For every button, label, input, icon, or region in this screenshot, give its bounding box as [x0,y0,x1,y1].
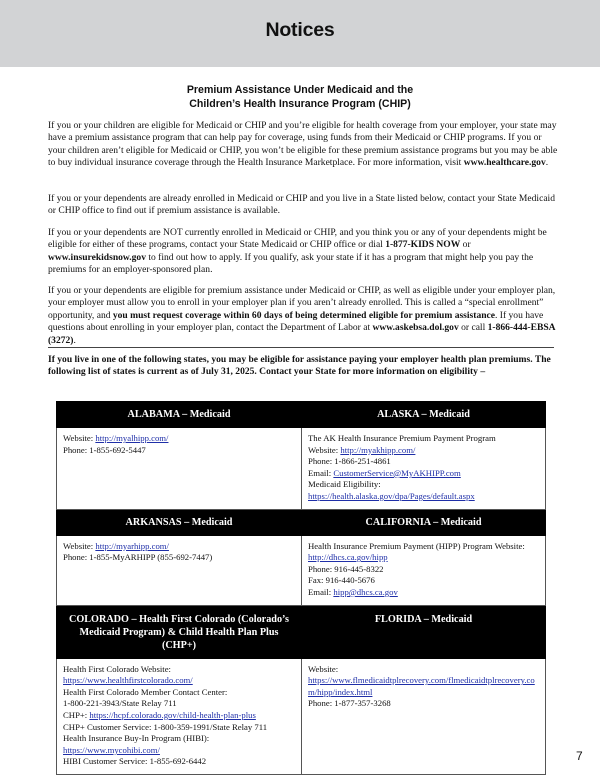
state-cell-florida [302,658,546,774]
california-fax: Fax: 916-440-5676 [308,575,375,586]
state-header-florida: FLORIDA – Medicaid [302,605,546,658]
section-divider [48,347,554,348]
california-email-link[interactable]: hipp@dhcs.ca.gov [333,586,398,597]
state-cell-colorado: Health First Colorado Website: https://www.healthfirstcolorado.com/ Health First Colorado Member Contact Center: 1-800-221-3943/State Relay 711 CHP+: https://hcpf.colorado.gov/child-health-plan-plus CHP+ Customer Service: 1-800-359-1991/State Relay 711 Health Insurance Buy-In Program (HIBI): https://www.mycohibi.com/ HIBI Customer Service: 1-855-692-6442 [57,658,302,774]
state-header-arkansas: ARKANSAS – Medicaid [57,509,302,535]
table-header-row [57,509,546,535]
intro-paragraph: If you or your children are eligible for Medicaid or CHIP and you’re eligible for health coverage from your employer, your state may have a premium assistance program that can help pay for coverage, using funds from their Medicaid or CHIP programs. If you or your children aren’t eligible for Medicaid or CHIP, you won’t be eligible for these premium assistance programs but you may be able to buy individual insurance coverage through the Health Insurance Marketplace. For more information, visit www.healthcare.gov. [48,120,558,169]
state-header-colorado: COLORADO – Health First Colorado (Colorado’s Medicaid Program) & Child Health Plan Plus (CHP+) [57,605,302,658]
60-day-notice: you must request coverage within 60 days of being determined eligible for premium assistance [112,309,495,321]
california-phone: Phone: 916-445-8322 [308,563,384,574]
ebsa-phone: 1-866-444-EBSA (3272) [48,322,556,346]
state-cell-arkansas: Website: http://myarhipp.com/ Phone: 1-855-MyARHIPP (855-692-7447) [57,535,302,605]
colorado-hibi-label: Health Insurance Buy-In Program (HIBI): [63,733,210,744]
table-row [57,428,546,510]
state-cell-california: Health Insurance Premium Payment (HIPP) Program Website: http://dhcs.ca.gov/hipp Phone: 916-445-8322 Fax: 916-440-5676 Email: hipp@dhcs.ca.gov [302,535,546,605]
enrolled-paragraph: If you or your dependents are already enrolled in Medicaid or CHIP and you live in a State listed below, contact your State Medicaid or CHIP office to find out if premium assistance is available. [48,193,555,217]
state-header-alaska: ALASKA – Medicaid [302,402,546,428]
state-header-california: CALIFORNIA – Medicaid [302,509,546,535]
colorado-hibi-link[interactable]: https://www.mycohibi.com/ [63,744,160,755]
not-enrolled-paragraph: If you or your dependents are NOT currently enrolled in Medicaid or CHIP, and you think you or any of your dependents might be eligible for either of these programs, contact your State Medicaid or CHIP office or dial 1-877-KIDS NOW or www.insurekidsnow.gov to find out how to apply. If you qualify, ask your state if it has a program that might help you pay the premiums for an employer-sponsored plan. [48,227,547,276]
alaska-website-link[interactable]: http://myakhipp.com/ [340,444,416,455]
page-number: 7 [576,749,583,763]
alaska-eligibility-link[interactable]: https://health.alaska.gov/dpa/Pages/default.aspx [308,490,475,501]
alaska-program: The AK Health Insurance Premium Payment Program [308,433,496,443]
healthcare-gov-link: www.healthcare.gov [463,157,546,169]
colorado-contact-label: Health First Colorado Member Contact Center: [63,686,228,697]
table-header-row [57,605,546,658]
florida-website-label: Website: [308,663,339,674]
states-table [56,401,546,775]
table-row [57,658,546,774]
table-header-row [57,402,546,428]
state-header-alabama: ALABAMA – Medicaid [57,402,302,428]
arkansas-website-link[interactable]: http://myarhipp.com/ [95,540,169,551]
florida-website-link[interactable]: https://www.flmedicaidtplrecovery.com/flmedicaidtplrecovery.com/hipp/index.html [308,675,535,697]
states-intro-paragraph: If you live in one of the following states, you may be eligible for assistance paying your employer health plan premiums. The following list of states is current as of July 31, 2025. Contact your State for more information on eligibility – [48,354,551,378]
insurekidsnow-link: www.insurekidsnow.gov [48,251,146,263]
state-cell-alabama: Website: http://myalhipp.com/ Phone: 1-855-692-5447 [57,428,302,510]
kids-now-phone: 1-877-KIDS NOW [385,239,461,251]
askebsa-link: www.askebsa.dol.gov [372,322,459,334]
alabama-website-link[interactable]: http://myalhipp.com/ [95,433,169,443]
california-program: Health Insurance Premium Payment (HIPP) Program Website: [308,540,525,551]
document-title [0,84,600,111]
colorado-contact-phone: 1-800-221-3943/State Relay 711 [63,698,177,709]
colorado-chp-service: CHP+ Customer Service: 1-800-359-1991/State Relay 711 [63,721,268,732]
document-title-line-1: Premium Assistance Under Medicaid and the [186,84,414,96]
arkansas-phone: Phone: 1-855-MyARHIPP (855-692-7447) [63,552,213,563]
state-cell-alaska: The AK Health Insurance Premium Payment Program Website: http://myakhipp.com/ Phone: 1-866-251-4861 Email: CustomerService@MyAKHIPP.com Medicaid Eligibility: https://health.alaska.gov/dpa/Pages/default.aspx [302,428,546,510]
alaska-phone: Phone: 1-866-251-4861 [308,456,391,467]
document-title-line-2: Children’s Health Insurance Program (CHIP) [189,97,411,110]
colorado-chp-link[interactable]: https://hcpf.colorado.gov/child-health-plan-plus [89,709,256,720]
table-row [57,535,546,605]
colorado-hibi-service: HIBI Customer Service: 1-855-692-6442 [63,756,207,767]
page-title: Notices [265,19,335,41]
colorado-website-link[interactable]: https://www.healthfirstcolorado.com/ [63,675,193,686]
alaska-email-link[interactable]: CustomerService@MyAKHIPP.com [333,467,461,478]
florida-phone: Phone: 1-877-357-3268 [308,698,391,709]
alabama-phone: Phone: 1-855-692-5447 [63,444,146,455]
special-enrollment-paragraph: If you or your dependents are eligible for premium assistance under Medicaid or CHIP, as well as eligible under your employer plan, your employer must allow you to enroll in your employer plan if you aren’t already enrolled. This is called a “special enrollment” opportunity, and you must request coverage within 60 days of being determined eligible for premium assistance. If you have questions about enrolling in your employer plan, contact the Department of Labor at www.askebsa.dol.gov or call 1-866-444-EBSA (3272). [48,285,556,346]
california-website-link[interactable]: http://dhcs.ca.gov/hipp [308,552,388,563]
alaska-eligibility-label: Medicaid Eligibility: [308,479,381,490]
colorado-website-label: Health First Colorado Website: [63,663,171,674]
